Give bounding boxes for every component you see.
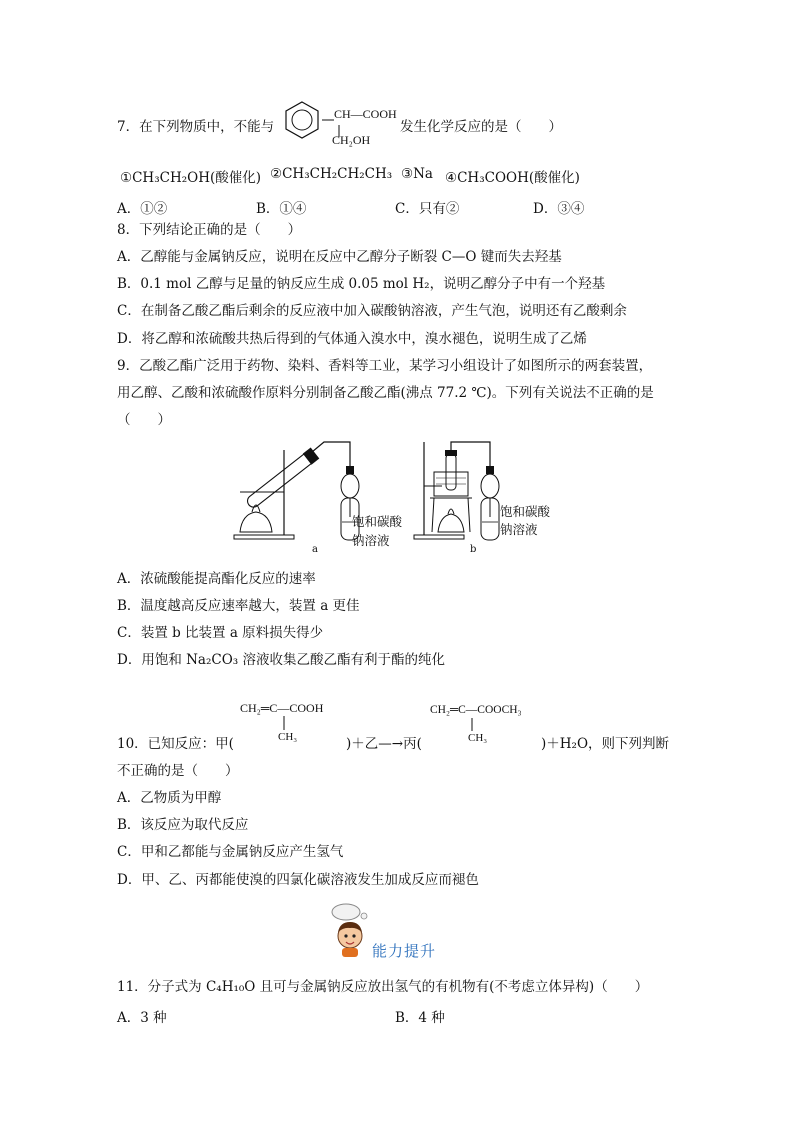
- benzene-ring-icon: [282, 100, 322, 140]
- q7-stem-prefix: 7．在下列物质中，不能与: [117, 119, 275, 135]
- apparatus-b-label-line1: 饱和碳酸: [500, 504, 551, 519]
- q7-struct-top: CH—COOH: [334, 107, 397, 121]
- section-badge-text: 能力提升: [372, 942, 437, 960]
- q7-item: ②CH₃CH₂CH₂CH₃: [270, 166, 393, 182]
- q7-options: [117, 197, 677, 215]
- q7-option-b: B．①④: [256, 201, 307, 217]
- q10-bing-bond: [471, 718, 475, 734]
- q9-stem-line2: 用乙醇、乙酸和浓硫酸作原料分别制备乙酸乙酯(沸点 77.2 ℃)。下列有关说法不正确的是: [117, 385, 654, 401]
- q10-option-d: D．甲、乙、丙都能使溴的四氯化碳溶液发生加成反应而褪色: [117, 872, 479, 888]
- q10-stem-part3: )＋H₂O，则下列判断: [541, 736, 670, 752]
- q10-bing-top: CH₂═C—COOCH₃: [430, 704, 522, 716]
- q7-stem-suffix: 发生化学反应的是（ ）: [400, 119, 562, 135]
- q8-stem: 8．下列结论正确的是（ ）: [117, 222, 302, 238]
- q8-option-c: C．在制备乙酸乙酯后剩余的反应液中加入碳酸钠溶液，产生气泡，说明还有乙酸剩余: [117, 303, 627, 319]
- q8-option-a: A．乙醇能与金属钠反应，说明在反应中乙醇分子断裂 C—O 键而失去羟基: [117, 249, 562, 265]
- q8-option-d: D．将乙醇和浓硫酸共热后得到的气体通入溴水中，溴水褪色，说明生成了乙烯: [117, 331, 587, 347]
- apparatus-b-label-line2: 钠溶液: [500, 522, 538, 537]
- q10-jia-top: CH₂═C—COOH: [240, 701, 324, 715]
- q9-option-b: B．温度越高反应速率越大，装置 a 更佳: [117, 598, 360, 614]
- apparatus-a-tag: a: [312, 544, 318, 555]
- q11-options: [117, 1006, 517, 1024]
- q9-option-c: C．装置 b 比装置 a 原料损失得少: [117, 625, 324, 641]
- q7-struct-bottom: CH₂OH: [332, 133, 371, 147]
- q7-item: ④CH₃COOH(酸催化): [445, 170, 580, 186]
- q7-option-a: A．①②: [117, 201, 168, 217]
- q9-stem-line3: （ ）: [117, 412, 171, 428]
- q7-option-d: D．③④: [533, 201, 585, 217]
- q11-stem: 11．分子式为 C₄H₁₀O 且可与金属钠反应放出氢气的有机物有(不考虑立体异构)（ ）: [117, 979, 649, 995]
- q7-option-c: C．只有②: [395, 201, 460, 217]
- q10-option-c: C．甲和乙都能与金属钠反应产生氢气: [117, 844, 344, 860]
- q9-stem-line1: 9．乙酸乙酯广泛用于药物、染料、香料等工业，某学习小组设计了如图所示的两套装置，: [117, 358, 653, 374]
- apparatus-a-label-line1: 饱和碳酸: [352, 514, 403, 529]
- q11-option-b: B．4 种: [395, 1010, 445, 1026]
- q7-item: ①CH₃CH₂OH(酸催化): [120, 170, 262, 186]
- q10-option-a: A．乙物质为甲醇: [117, 790, 222, 806]
- q7-items: [120, 166, 680, 184]
- q8-option-b: B．0.1 mol 乙醇与足量的钠反应生成 0.05 mol H₂，说明乙醇分子中有一个羟基: [117, 276, 606, 292]
- student-avatar-icon: [326, 902, 374, 958]
- apparatus-b-tag: b: [470, 544, 477, 555]
- q10-stem-part2: )＋乙—→丙(: [346, 736, 422, 752]
- q9-option-d: D．用饱和 Na₂CO₃ 溶液收集乙酸乙酯有利于酯的纯化: [117, 652, 445, 668]
- q11-option-a: A．3 种: [117, 1010, 167, 1026]
- q10-jia-bottom: CH₃: [278, 731, 298, 743]
- q7-item: ③Na: [401, 166, 433, 182]
- q10-stem-part1: 10．已知反应：甲(: [117, 736, 234, 752]
- q10-option-b: B．该反应为取代反应: [117, 817, 249, 833]
- q10-bing-bottom: CH₃: [468, 732, 488, 744]
- q9-option-a: A．浓硫酸能提高酯化反应的速率: [117, 571, 316, 587]
- q10-stem-line2: 不正确的是（ ）: [117, 763, 239, 779]
- apparatus-a-label-line2: 钠溶液: [352, 533, 390, 548]
- q10-jia-bond: [283, 716, 287, 732]
